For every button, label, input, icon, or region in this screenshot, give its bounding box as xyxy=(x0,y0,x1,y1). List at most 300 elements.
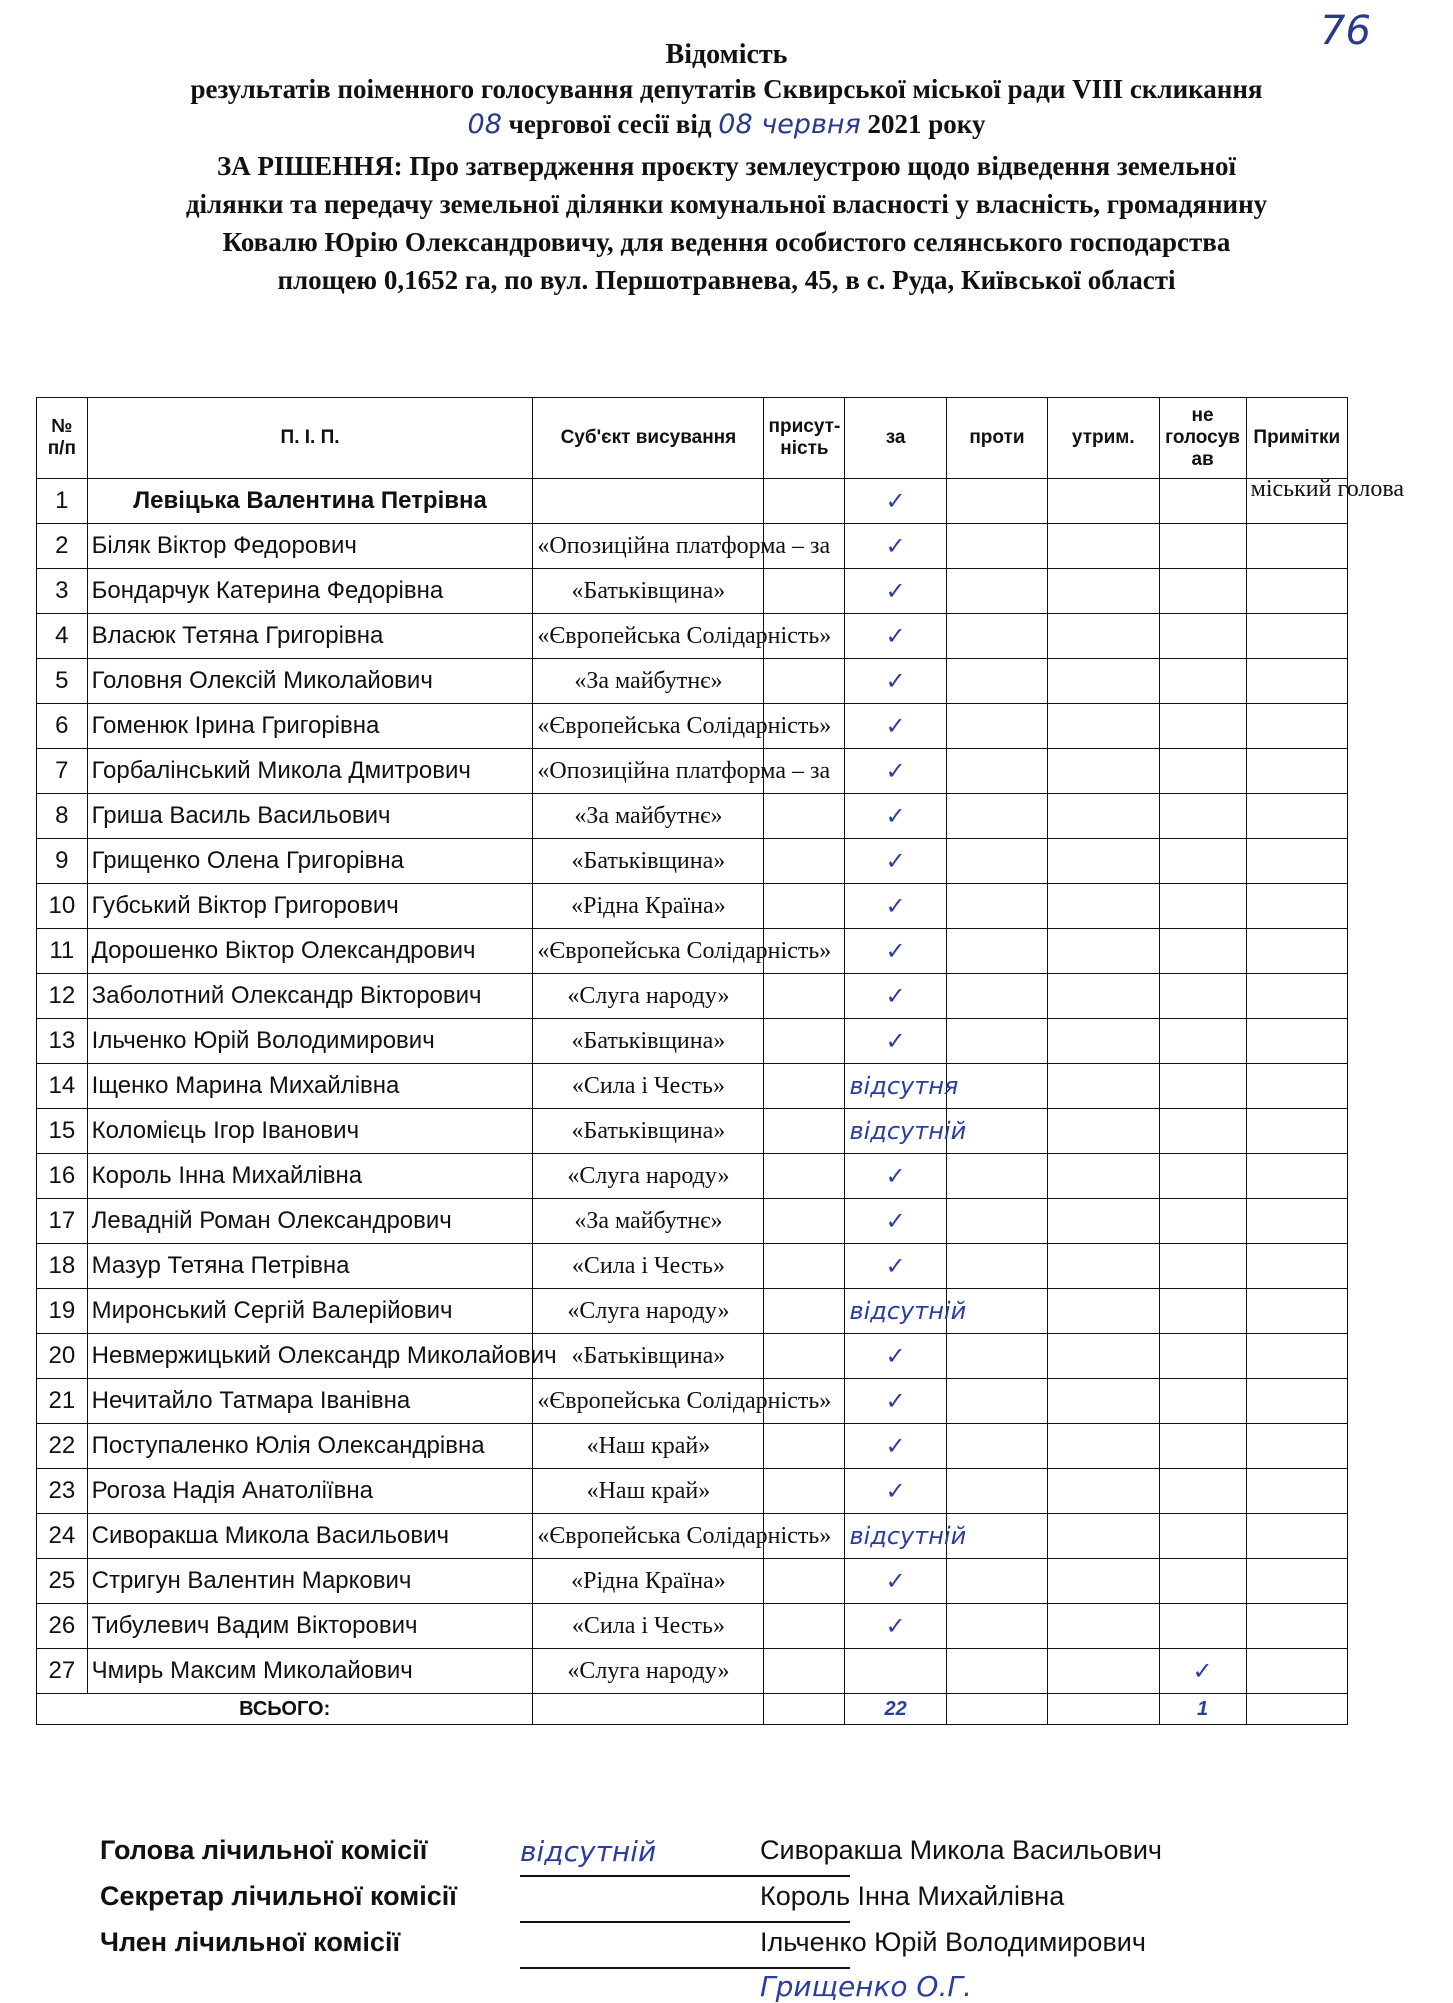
cell-abstain xyxy=(1048,749,1159,794)
cell-party: «Батьківщина» xyxy=(533,839,764,884)
table-row xyxy=(37,1154,1348,1199)
cell-present xyxy=(764,1604,845,1649)
table-row xyxy=(37,749,1348,794)
cell-for: ✓ xyxy=(845,1604,946,1649)
cell-present xyxy=(764,659,845,704)
table-row xyxy=(37,1424,1348,1469)
table-row xyxy=(37,614,1348,659)
cell-note xyxy=(1246,1559,1347,1604)
table-row xyxy=(37,1289,1348,1334)
table-row xyxy=(37,1379,1348,1424)
cell-present xyxy=(764,1649,845,1694)
cell-for: ✓ xyxy=(845,929,946,974)
table-row xyxy=(37,794,1348,839)
cell-note xyxy=(1246,749,1347,794)
cell-for: ✓ xyxy=(845,569,946,614)
cell-num: 26 xyxy=(37,1604,88,1649)
cell-name: Король Інна Михайлівна xyxy=(87,1154,533,1199)
cell-for: ✓ xyxy=(845,749,946,794)
cell-num: 13 xyxy=(37,1019,88,1064)
cell-for: ✓ xyxy=(845,1019,946,1064)
cell-party: «За майбутнє» xyxy=(533,659,764,704)
header-present: присут-ність xyxy=(764,398,845,479)
cell-num: 15 xyxy=(37,1109,88,1154)
cell-note xyxy=(1246,1649,1347,1694)
cell-num: 17 xyxy=(37,1199,88,1244)
cell-num: 22 xyxy=(37,1424,88,1469)
cell-abstain xyxy=(1048,1604,1159,1649)
total-row xyxy=(37,1694,1348,1725)
cell-against xyxy=(946,524,1047,569)
cell-party: «Рідна Країна» xyxy=(533,1559,764,1604)
cell-abstain xyxy=(1048,1199,1159,1244)
table-row xyxy=(37,659,1348,704)
cell-party: «Слуга народу» xyxy=(533,1154,764,1199)
cell-name: Бондарчук Катерина Федорівна xyxy=(87,569,533,614)
cell-name: Тибулевич Вадим Вікторович xyxy=(87,1604,533,1649)
cell-abstain xyxy=(1048,839,1159,884)
cell-for: ✓ xyxy=(845,794,946,839)
cell-note xyxy=(1246,569,1347,614)
cell-present xyxy=(764,794,845,839)
cell-note xyxy=(1246,659,1347,704)
cell-against xyxy=(946,1334,1047,1379)
cell-name: Власюк Тетяна Григорівна xyxy=(87,614,533,659)
header-party: Суб'єкт висування xyxy=(533,398,764,479)
cell-abstain xyxy=(1048,1379,1159,1424)
cell-name: Рогоза Надія Анатоліївна xyxy=(87,1469,533,1514)
cell-against xyxy=(946,794,1047,839)
cell-num: 14 xyxy=(37,1064,88,1109)
cell-num: 7 xyxy=(37,749,88,794)
commission-role: Член лічильної комісії xyxy=(100,1927,401,1957)
cell-abstain xyxy=(1048,1289,1159,1334)
table-row xyxy=(37,839,1348,884)
cell-for: ✓ xyxy=(845,1424,946,1469)
table-row xyxy=(37,1469,1348,1514)
cell-note xyxy=(1246,1289,1347,1334)
cell-abstain xyxy=(1048,569,1159,614)
cell-for: ✓ xyxy=(845,884,946,929)
cell-not-voted xyxy=(1159,569,1246,614)
cell-num: 10 xyxy=(37,884,88,929)
cell-abstain xyxy=(1048,524,1159,569)
cell-party: «Опозиційна платформа – за xyxy=(533,749,764,794)
cell-num: 24 xyxy=(37,1514,88,1559)
commission-name: Король Інна Михайлівна xyxy=(760,1881,1065,1911)
cell-num: 25 xyxy=(37,1559,88,1604)
cell-not-voted xyxy=(1159,749,1246,794)
cell-note xyxy=(1246,1019,1347,1064)
cell-not-voted xyxy=(1159,794,1246,839)
cell-num: 12 xyxy=(37,974,88,1019)
cell-party: «Опозиційна платформа – за xyxy=(533,524,764,569)
cell-for: ✓ xyxy=(845,1154,946,1199)
cell-name: Миронський Сергій Валерійович xyxy=(87,1289,533,1334)
cell-name: Левіцька Валентина Петрівна xyxy=(87,479,533,524)
cell-num: 9 xyxy=(37,839,88,884)
cell-not-voted xyxy=(1159,1604,1246,1649)
cell-against xyxy=(946,1424,1047,1469)
cell-against xyxy=(946,974,1047,1019)
cell-party: «Європейська Солідарність» xyxy=(533,614,764,659)
cell-not-voted: ✓ xyxy=(1159,1649,1246,1694)
cell-for: ✓ xyxy=(845,659,946,704)
cell-against xyxy=(946,749,1047,794)
cell-note xyxy=(1246,1424,1347,1469)
cell-not-voted xyxy=(1159,1244,1246,1289)
cell-for: відсутній xyxy=(845,1289,946,1334)
cell-present xyxy=(764,479,845,524)
cell-not-voted xyxy=(1159,1064,1246,1109)
cell-note xyxy=(1246,1604,1347,1649)
decision-line: Ковалю Юрію Олександровичу, для ведення особистого селянського господарства xyxy=(222,227,1231,257)
cell-present xyxy=(764,1469,845,1514)
cell-not-voted xyxy=(1159,974,1246,1019)
cell-party: «Європейська Солідарність» xyxy=(533,1514,764,1559)
cell-against xyxy=(946,1559,1047,1604)
cell-party: «Рідна Країна» xyxy=(533,884,764,929)
cell-num: 21 xyxy=(37,1379,88,1424)
cell-present xyxy=(764,839,845,884)
cell-not-voted xyxy=(1159,1424,1246,1469)
cell-against xyxy=(946,1604,1047,1649)
cell-party: «Європейська Солідарність» xyxy=(533,704,764,749)
cell-num: 2 xyxy=(37,524,88,569)
cell-not-voted xyxy=(1159,839,1246,884)
cell-note xyxy=(1246,1154,1347,1199)
cell-party xyxy=(533,479,764,524)
cell-for xyxy=(845,1649,946,1694)
cell-num: 3 xyxy=(37,569,88,614)
table-row xyxy=(37,1604,1348,1649)
cell-note xyxy=(1246,929,1347,974)
total-party xyxy=(533,1694,764,1725)
cell-name: Мазур Тетяна Петрівна xyxy=(87,1244,533,1289)
table-row xyxy=(37,1199,1348,1244)
cell-note xyxy=(1246,1244,1347,1289)
cell-note xyxy=(1246,1469,1347,1514)
cell-present xyxy=(764,974,845,1019)
cell-name: Невмержицький Олександр Миколайович xyxy=(87,1334,533,1379)
cell-for: ✓ xyxy=(845,1469,946,1514)
cell-abstain xyxy=(1048,1469,1159,1514)
table-row xyxy=(37,524,1348,569)
cell-not-voted xyxy=(1159,1379,1246,1424)
cell-against xyxy=(946,704,1047,749)
cell-party: «Сила і Честь» xyxy=(533,1244,764,1289)
cell-num: 23 xyxy=(37,1469,88,1514)
cell-against xyxy=(946,659,1047,704)
cell-for: ✓ xyxy=(845,1559,946,1604)
table-row xyxy=(37,1244,1348,1289)
cell-against xyxy=(946,1199,1047,1244)
cell-not-voted xyxy=(1159,1109,1246,1154)
cell-for: ✓ xyxy=(845,1244,946,1289)
table-row xyxy=(37,1064,1348,1109)
cell-abstain xyxy=(1048,1514,1159,1559)
cell-for: відсутній xyxy=(845,1514,946,1559)
cell-note xyxy=(1246,974,1347,1019)
cell-name: Сиворакша Микола Васильович xyxy=(87,1514,533,1559)
cell-present xyxy=(764,1424,845,1469)
cell-party: «Слуга народу» xyxy=(533,1649,764,1694)
table-header-row xyxy=(37,398,1348,479)
cell-num: 18 xyxy=(37,1244,88,1289)
cell-party: «Наш край» xyxy=(533,1424,764,1469)
cell-not-voted xyxy=(1159,1469,1246,1514)
decision-line: ділянки та передачу земельної ділянки комунальної власності у власність, громадянину xyxy=(185,189,1268,219)
session-text: чергової сесії від xyxy=(508,109,712,139)
cell-name: Іщенко Марина Михайлівна xyxy=(87,1064,533,1109)
session-date: 08 червня xyxy=(718,109,861,140)
total-not-voted: 1 xyxy=(1159,1694,1246,1725)
cell-name: Біляк Віктор Федорович xyxy=(87,524,533,569)
cell-not-voted xyxy=(1159,884,1246,929)
cell-not-voted xyxy=(1159,1334,1246,1379)
cell-present xyxy=(764,569,845,614)
cell-note xyxy=(1246,884,1347,929)
total-against xyxy=(946,1694,1047,1725)
cell-abstain xyxy=(1048,884,1159,929)
header-abstain: утрим. xyxy=(1048,398,1159,479)
cell-note xyxy=(1246,794,1347,839)
cell-for: ✓ xyxy=(845,1334,946,1379)
cell-name: Левадній Роман Олександрович xyxy=(87,1199,533,1244)
cell-name: Гоменюк Ірина Григорівна xyxy=(87,704,533,749)
cell-note xyxy=(1246,524,1347,569)
cell-present xyxy=(764,1154,845,1199)
page-number: 76 xyxy=(1320,8,1371,54)
cell-not-voted xyxy=(1159,659,1246,704)
cell-abstain xyxy=(1048,704,1159,749)
commission-row xyxy=(100,1881,1350,1927)
table-row xyxy=(37,479,1348,524)
cell-against xyxy=(946,1244,1047,1289)
cell-for: ✓ xyxy=(845,1379,946,1424)
cell-for: ✓ xyxy=(845,614,946,659)
cell-party: «Наш край» xyxy=(533,1469,764,1514)
cell-abstain xyxy=(1048,794,1159,839)
table-row xyxy=(37,1649,1348,1694)
cell-note xyxy=(1246,1064,1347,1109)
cell-not-voted xyxy=(1159,1289,1246,1334)
cell-not-voted xyxy=(1159,479,1246,524)
cell-name: Нечитайло Татмара Іванівна xyxy=(87,1379,533,1424)
cell-not-voted xyxy=(1159,1514,1246,1559)
cell-present xyxy=(764,1109,845,1154)
cell-abstain xyxy=(1048,1064,1159,1109)
table-row xyxy=(37,929,1348,974)
cell-against xyxy=(946,1019,1047,1064)
cell-against xyxy=(946,839,1047,884)
cell-party: «Батьківщина» xyxy=(533,1334,764,1379)
cell-not-voted xyxy=(1159,1019,1246,1064)
cell-for: ✓ xyxy=(845,479,946,524)
cell-for: ✓ xyxy=(845,524,946,569)
session-number: 08 xyxy=(467,109,502,140)
total-abstain xyxy=(1048,1694,1159,1725)
cell-name: Чмирь Максим Миколайович xyxy=(87,1649,533,1694)
session-line xyxy=(0,106,1453,143)
cell-party: «Батьківщина» xyxy=(533,1109,764,1154)
cell-name: Стригун Валентин Маркович xyxy=(87,1559,533,1604)
cell-against xyxy=(946,1154,1047,1199)
cell-present xyxy=(764,1289,845,1334)
table-row xyxy=(37,884,1348,929)
table-row xyxy=(37,1019,1348,1064)
cell-present xyxy=(764,1064,845,1109)
cell-note xyxy=(1246,614,1347,659)
cell-name: Горбалінський Микола Дмитрович xyxy=(87,749,533,794)
cell-for: ✓ xyxy=(845,839,946,884)
table-row xyxy=(37,1559,1348,1604)
total-label: ВСЬОГО: xyxy=(37,1694,533,1725)
commission-row xyxy=(100,1835,1350,1881)
cell-num: 20 xyxy=(37,1334,88,1379)
decision-text xyxy=(0,147,1453,299)
handwritten-note: Грищенко О.Г. xyxy=(760,1970,972,2003)
cell-abstain xyxy=(1048,614,1159,659)
cell-abstain xyxy=(1048,1154,1159,1199)
header-not-voted: не голосув ав xyxy=(1159,398,1246,479)
header-against: проти xyxy=(946,398,1047,479)
cell-name: Губський Віктор Григорович xyxy=(87,884,533,929)
cell-present xyxy=(764,1199,845,1244)
cell-party: «Батьківщина» xyxy=(533,1019,764,1064)
cell-present xyxy=(764,1334,845,1379)
cell-not-voted xyxy=(1159,614,1246,659)
cell-against xyxy=(946,884,1047,929)
cell-note xyxy=(1246,704,1347,749)
cell-party: «Батьківщина» xyxy=(533,569,764,614)
cell-name: Заболотний Олександр Вікторович xyxy=(87,974,533,1019)
cell-abstain xyxy=(1048,659,1159,704)
commission-role: Голова лічильної комісії xyxy=(100,1835,428,1865)
cell-not-voted xyxy=(1159,1199,1246,1244)
commission-role: Секретар лічильної комісії xyxy=(100,1881,457,1911)
voting-table xyxy=(36,397,1405,1725)
cell-note: міський голова xyxy=(1246,479,1347,524)
cell-against xyxy=(946,614,1047,659)
document-subtitle: результатів поіменного голосування депутатів Сквирської міської ради VIII скликання xyxy=(190,74,1263,104)
table-row xyxy=(37,1514,1348,1559)
counting-commission xyxy=(100,1835,1350,1973)
cell-for: відсутній xyxy=(845,1109,946,1154)
header-name: П. І. П. xyxy=(87,398,533,479)
cell-abstain xyxy=(1048,1244,1159,1289)
cell-for: ✓ xyxy=(845,974,946,1019)
cell-num: 4 xyxy=(37,614,88,659)
cell-note xyxy=(1246,1199,1347,1244)
total-for: 22 xyxy=(845,1694,946,1725)
session-year: 2021 року xyxy=(867,109,986,139)
cell-not-voted xyxy=(1159,1559,1246,1604)
cell-not-voted xyxy=(1159,1154,1246,1199)
cell-present xyxy=(764,1559,845,1604)
cell-party: «Сила і Честь» xyxy=(533,1604,764,1649)
cell-note xyxy=(1246,1334,1347,1379)
cell-name: Коломієць Ігор Іванович xyxy=(87,1109,533,1154)
cell-against xyxy=(946,929,1047,974)
cell-for: ✓ xyxy=(845,704,946,749)
total-note xyxy=(1246,1694,1347,1725)
commission-signature: відсутній xyxy=(520,1835,850,1877)
cell-abstain xyxy=(1048,1019,1159,1064)
commission-name: Сиворакша Микола Васильович xyxy=(760,1835,1162,1865)
cell-present xyxy=(764,1019,845,1064)
cell-abstain xyxy=(1048,479,1159,524)
cell-abstain xyxy=(1048,1559,1159,1604)
cell-abstain xyxy=(1048,929,1159,974)
cell-party: «За майбутнє» xyxy=(533,794,764,839)
cell-num: 8 xyxy=(37,794,88,839)
cell-num: 11 xyxy=(37,929,88,974)
cell-party: «Слуга народу» xyxy=(533,974,764,1019)
cell-num: 5 xyxy=(37,659,88,704)
cell-abstain xyxy=(1048,974,1159,1019)
cell-name: Поступаленко Юлія Олександрівна xyxy=(87,1424,533,1469)
document-title: Відомість xyxy=(665,39,788,70)
total-present xyxy=(764,1694,845,1725)
cell-party: «Слуга народу» xyxy=(533,1289,764,1334)
cell-party: «За майбутнє» xyxy=(533,1199,764,1244)
header-for: за xyxy=(845,398,946,479)
cell-party: «Європейська Солідарність» xyxy=(533,1379,764,1424)
cell-not-voted xyxy=(1159,704,1246,749)
commission-name: Ільченко Юрій Володимирович xyxy=(760,1927,1146,1957)
cell-against xyxy=(946,1469,1047,1514)
header-num: № п/п xyxy=(37,398,88,479)
table-row xyxy=(37,1334,1348,1379)
cell-note xyxy=(1246,839,1347,884)
cell-against xyxy=(946,1064,1047,1109)
cell-party: «Сила і Честь» xyxy=(533,1064,764,1109)
header-note: Примітки xyxy=(1246,398,1347,479)
cell-name: Грищенко Олена Григорівна xyxy=(87,839,533,884)
cell-present xyxy=(764,1244,845,1289)
cell-for: відсутня xyxy=(845,1064,946,1109)
table-row xyxy=(37,569,1348,614)
cell-num: 6 xyxy=(37,704,88,749)
cell-num: 16 xyxy=(37,1154,88,1199)
cell-abstain xyxy=(1048,1334,1159,1379)
cell-num: 27 xyxy=(37,1649,88,1694)
cell-for: ✓ xyxy=(845,1199,946,1244)
cell-name: Дорошенко Віктор Олександрович xyxy=(87,929,533,974)
cell-name: Ільченко Юрій Володимирович xyxy=(87,1019,533,1064)
cell-present xyxy=(764,884,845,929)
cell-not-voted xyxy=(1159,524,1246,569)
cell-against xyxy=(946,479,1047,524)
cell-abstain xyxy=(1048,1109,1159,1154)
cell-against xyxy=(946,1379,1047,1424)
cell-note xyxy=(1246,1514,1347,1559)
cell-party: «Європейська Солідарність» xyxy=(533,929,764,974)
table-row xyxy=(37,1109,1348,1154)
decision-line: ЗА РІШЕННЯ: Про затвердження проєкту землеустрою щодо відведення земельної xyxy=(216,151,1237,181)
cell-note xyxy=(1246,1379,1347,1424)
cell-num: 19 xyxy=(37,1289,88,1334)
cell-against xyxy=(946,1649,1047,1694)
decision-line: площею 0,1652 га, по вул. Першотравнева, 45, в с. Руда, Київської області xyxy=(277,265,1176,295)
cell-not-voted xyxy=(1159,929,1246,974)
document-header xyxy=(0,38,1453,299)
cell-name: Головня Олексій Миколайович xyxy=(87,659,533,704)
table-row xyxy=(37,704,1348,749)
commission-row xyxy=(100,1927,1350,1973)
cell-abstain xyxy=(1048,1424,1159,1469)
